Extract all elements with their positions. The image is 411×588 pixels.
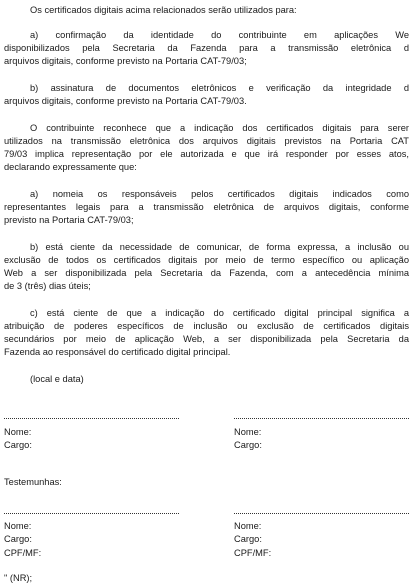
item-a-line-3: arquivos digitais, conforme previsto na Portaria CAT-79/03; xyxy=(4,56,247,66)
place-date-label: (local e data) xyxy=(30,374,84,384)
paragraph-line-2: utilizados na transmissão eletrônica dos arquivos digitais previstos na Portaria CAT xyxy=(4,136,409,146)
signature-line-right xyxy=(234,418,409,419)
decl-a-line-1: a) nomeia os responsáveis pelos certificados digitais indicados como xyxy=(30,189,409,199)
witnesses-title: Testemunhas: xyxy=(4,477,62,487)
signer-right-name-label: Nome: xyxy=(234,427,262,437)
item-b-line-1: b) assinatura de documentos eletrônicos e verificação da integridade d xyxy=(30,83,409,93)
decl-c-line-4: Fazenda ao responsável do certificado digital principal. xyxy=(4,347,231,357)
signer-left-role-label: Cargo: xyxy=(4,440,32,450)
decl-a-line-2: representantes legais para a transmissão eletrônica de arquivos digitais, conforme xyxy=(4,202,409,212)
decl-b-line-3: Web a ser disponibilizada pela Secretaria da Fazenda, com a antecedência mínima xyxy=(4,268,409,278)
decl-b-line-2: exclusão de todos os certificados digitais por meio de termo específico ou aplicação xyxy=(4,255,409,265)
item-b-line-2: arquivos digitais, conforme previsto na Portaria CAT-79/03. xyxy=(4,96,247,106)
signature-line-left xyxy=(4,418,179,419)
footnote-text: " (NR); xyxy=(4,573,33,583)
decl-c-line-2: atribuição de poderes específicos de inclusão ou exclusão de certificados digitais xyxy=(4,321,409,331)
paragraph-line-4: declarando expressamente que: xyxy=(4,162,137,172)
signer-right-role-label: Cargo: xyxy=(234,440,262,450)
witness-right-role-label: Cargo: xyxy=(234,534,262,544)
paragraph-line-3: 79/03 implica representação por ele autorizada e que irá responder por esses atos, xyxy=(4,149,409,159)
decl-a-line-3: previsto na Portaria CAT-79/03; xyxy=(4,215,134,225)
witness-right-name-label: Nome: xyxy=(234,521,262,531)
decl-b-line-1: b) está ciente da necessidade de comunicar, de forma expressa, a inclusão ou xyxy=(30,242,409,252)
witness-left-role-label: Cargo: xyxy=(4,534,32,544)
item-a-line-1: a) confirmação da identidade do contribuinte em aplicações We xyxy=(30,30,409,40)
decl-b-line-4: de 3 (três) dias úteis; xyxy=(4,281,91,291)
witness-left-name-label: Nome: xyxy=(4,521,32,531)
witness-line-right xyxy=(234,513,409,514)
item-a-line-2: disponibilizados pela Secretaria da Fazenda para a transmissão eletrônica d xyxy=(4,43,409,53)
decl-c-line-3: secundários por meio de aplicação Web, a ser disponibilizada pela Secretaria da xyxy=(4,334,409,344)
witness-right-cpf-label: CPF/MF: xyxy=(234,548,272,558)
paragraph-line-1: O contribuinte reconhece que a indicação dos certificados digitais para serer xyxy=(30,123,409,133)
witness-left-cpf-label: CPF/MF: xyxy=(4,548,42,558)
decl-c-line-1: c) está ciente de que a indicação do certificado digital principal significa a xyxy=(30,308,409,318)
witness-line-left xyxy=(4,513,179,514)
intro-text: Os certificados digitais acima relacionados serão utilizados para: xyxy=(30,5,297,15)
signer-left-name-label: Nome: xyxy=(4,427,32,437)
